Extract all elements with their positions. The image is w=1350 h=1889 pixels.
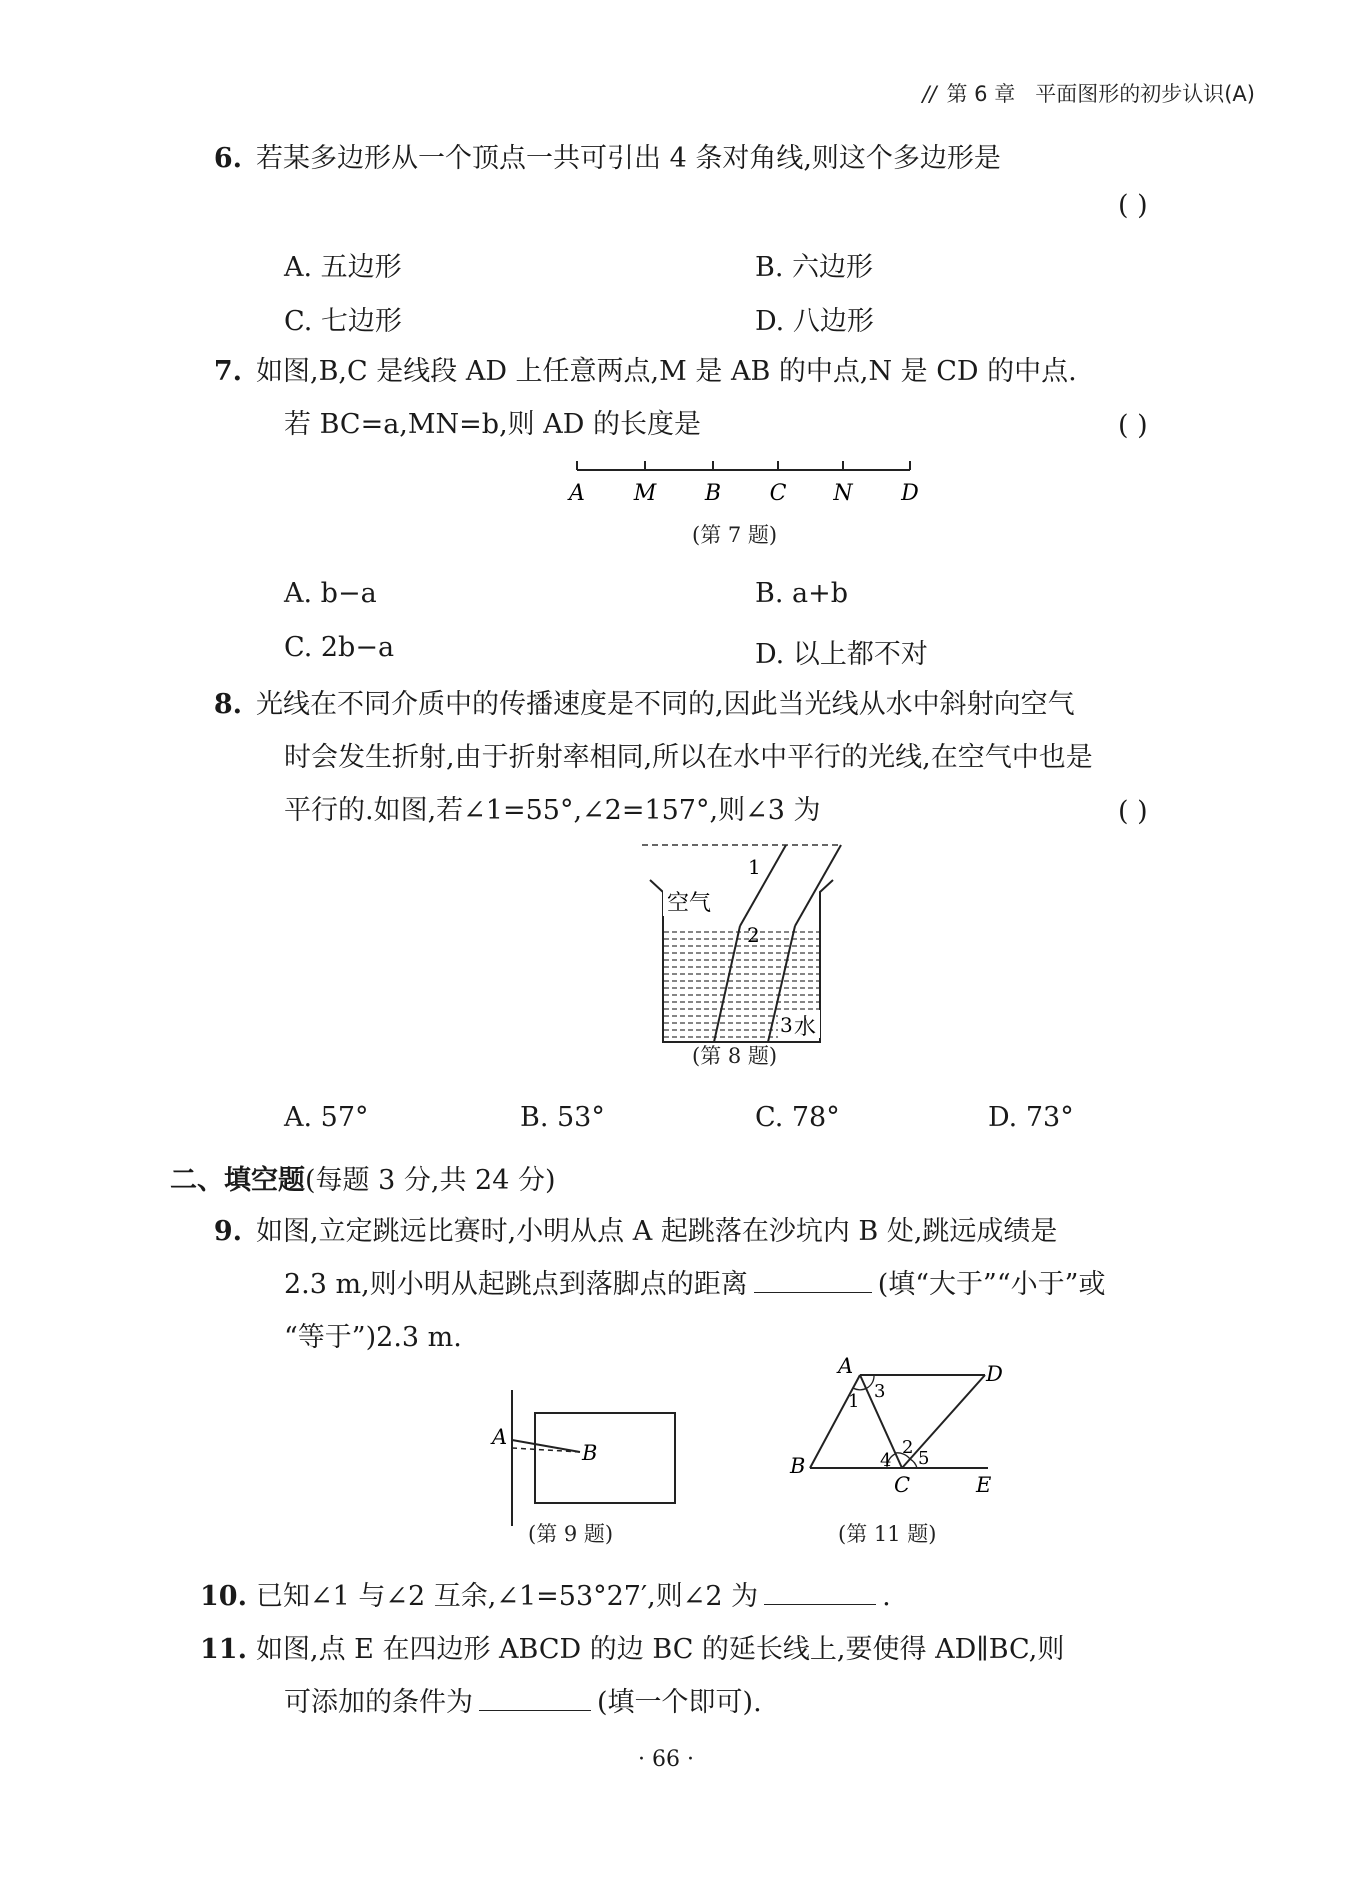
question-number: 7. xyxy=(213,356,242,387)
angle-3-label: 3 xyxy=(874,1381,886,1402)
question-10 xyxy=(200,1570,891,1623)
question-7 xyxy=(200,345,1077,398)
long-jump-figure xyxy=(490,1388,680,1528)
angle-4-label: 4 xyxy=(880,1450,892,1471)
angle-2-label: 2 xyxy=(747,923,760,947)
question-number: 8. xyxy=(213,689,242,720)
question-8 xyxy=(200,678,1075,731)
angle-1-label: 1 xyxy=(748,855,761,879)
option-d: D. 以上都不对 xyxy=(755,639,928,670)
option-a: A. 57° xyxy=(284,1102,369,1133)
question-text-line2: 若 BC=a,MN=b,则 AD 的长度是 xyxy=(284,409,701,440)
option-b: B. 53° xyxy=(520,1102,605,1133)
question-text-line1: 如图,点 E 在四边形 ABCD 的边 BC 的延长线上,要使得 AD∥BC,则 xyxy=(256,1634,1065,1665)
question-9 xyxy=(200,1205,1057,1258)
option-c: C. 七边形 xyxy=(284,306,402,337)
option-c: C. 2b−a xyxy=(284,632,395,663)
point-a-label: A xyxy=(492,1425,508,1449)
option-d: D. 八边形 xyxy=(755,306,874,337)
beaker-figure xyxy=(640,838,860,1038)
option-b: B. a+b xyxy=(755,578,849,609)
side-dc xyxy=(902,1375,985,1468)
label-a: A xyxy=(569,481,585,506)
quadrilateral-figure xyxy=(790,1354,1003,1505)
option-a: A. b−a xyxy=(284,578,377,609)
figure-caption: (第 11 题) xyxy=(838,1522,937,1546)
answer-blank[interactable] xyxy=(754,1262,872,1293)
question-text-line1: 如图,立定跳远比赛时,小明从点 A 起跳落在沙坑内 B 处,跳远成绩是 xyxy=(256,1216,1058,1247)
answer-parens: ( ) xyxy=(1118,190,1148,221)
angle-3-label: 3 xyxy=(780,1013,793,1037)
running-header xyxy=(922,78,1255,108)
air-label: 空气 xyxy=(667,891,712,916)
option-c: C. 78° xyxy=(755,1102,840,1133)
angle-3-arc xyxy=(867,1375,874,1388)
question-text-line3: “等于”)2.3 m. xyxy=(284,1322,462,1353)
question-text-line2b: (填“大于”“小于”或 xyxy=(877,1269,1106,1300)
label-b: B xyxy=(704,481,722,506)
point-c-label: C xyxy=(894,1473,911,1497)
water-label: 水 xyxy=(794,1015,817,1040)
angle-5-label: 5 xyxy=(918,1448,930,1469)
angle-1-arc xyxy=(853,1388,867,1390)
angle-1-label: 1 xyxy=(848,1391,860,1412)
question-text-line1: 光线在不同介质中的传播速度是不同的,因此当光线从水中斜射向空气 xyxy=(256,689,1075,720)
light-ray-2-air xyxy=(795,845,841,926)
light-ray-1-air xyxy=(740,845,786,926)
point-e-label: E xyxy=(976,1473,992,1497)
side-ab xyxy=(810,1375,860,1468)
option-d: D. 73° xyxy=(988,1102,1074,1133)
point-b-label: B xyxy=(582,1441,598,1465)
question-text: 已知∠1 与∠2 互余,∠1=53°27′,则∠2 为 xyxy=(256,1581,759,1612)
angle-5-arc xyxy=(910,1459,917,1468)
angle-2-label: 2 xyxy=(902,1437,914,1458)
question-text: 若某多边形从一个顶点一共可引出 4 条对角线,则这个多边形是 xyxy=(256,143,1001,174)
question-text-line1: 如图,B,C 是线段 AD 上任意两点,M 是 AB 的中点,N 是 CD 的中点. xyxy=(256,356,1077,387)
question-text-line2 xyxy=(284,1676,762,1729)
page-number: · 66 · xyxy=(638,1747,694,1772)
header-mark: // xyxy=(922,82,937,106)
question-number: 6. xyxy=(213,143,242,174)
point-d-label: D xyxy=(986,1362,1003,1386)
point-b-label: B xyxy=(790,1454,806,1478)
figure-caption: (第 9 题) xyxy=(528,1522,614,1546)
point-a-label: A xyxy=(838,1354,854,1378)
question-number: 9. xyxy=(213,1216,242,1247)
label-n: N xyxy=(833,481,853,506)
header-chapter: 第 6 章 xyxy=(946,82,1016,106)
question-text-line2: 时会发生折射,由于折射率相同,所以在水中平行的光线,在空气中也是 xyxy=(284,742,1093,773)
section-note: (每题 3 分,共 24 分) xyxy=(305,1165,556,1196)
figure-caption: (第 8 题) xyxy=(692,1044,778,1068)
section-title: 二、填空题 xyxy=(170,1165,305,1196)
question-11 xyxy=(200,1623,1064,1676)
label-c: C xyxy=(769,481,787,506)
question-text-line2b: (填一个即可). xyxy=(597,1687,762,1718)
answer-parens: ( ) xyxy=(1118,410,1148,441)
question-text-line2 xyxy=(284,1258,1105,1311)
label-m: M xyxy=(633,481,657,506)
answer-blank[interactable] xyxy=(764,1574,876,1605)
segment-figure xyxy=(560,455,940,515)
question-text-line2a: 2.3 m,则小明从起跳点到落脚点的距离 xyxy=(284,1269,748,1300)
answer-parens: ( ) xyxy=(1118,796,1148,827)
question-end: . xyxy=(882,1581,891,1612)
section-heading xyxy=(170,1158,556,1197)
question-number: 10. xyxy=(200,1581,247,1612)
header-title: 平面图形的初步认识(A) xyxy=(1035,82,1255,106)
question-text-line3: 平行的.如图,若∠1=55°,∠2=157°,则∠3 为 xyxy=(284,795,821,826)
figure-caption: (第 7 题) xyxy=(692,523,778,547)
option-a: A. 五边形 xyxy=(284,252,402,283)
sand-pit xyxy=(535,1413,675,1503)
question-text-line2a: 可添加的条件为 xyxy=(284,1687,473,1718)
label-d: D xyxy=(901,481,919,506)
question-number: 11. xyxy=(200,1634,247,1665)
jump-path xyxy=(512,1440,580,1452)
option-b: B. 六边形 xyxy=(755,252,874,283)
answer-blank[interactable] xyxy=(479,1680,591,1711)
question-6 xyxy=(200,132,1001,185)
